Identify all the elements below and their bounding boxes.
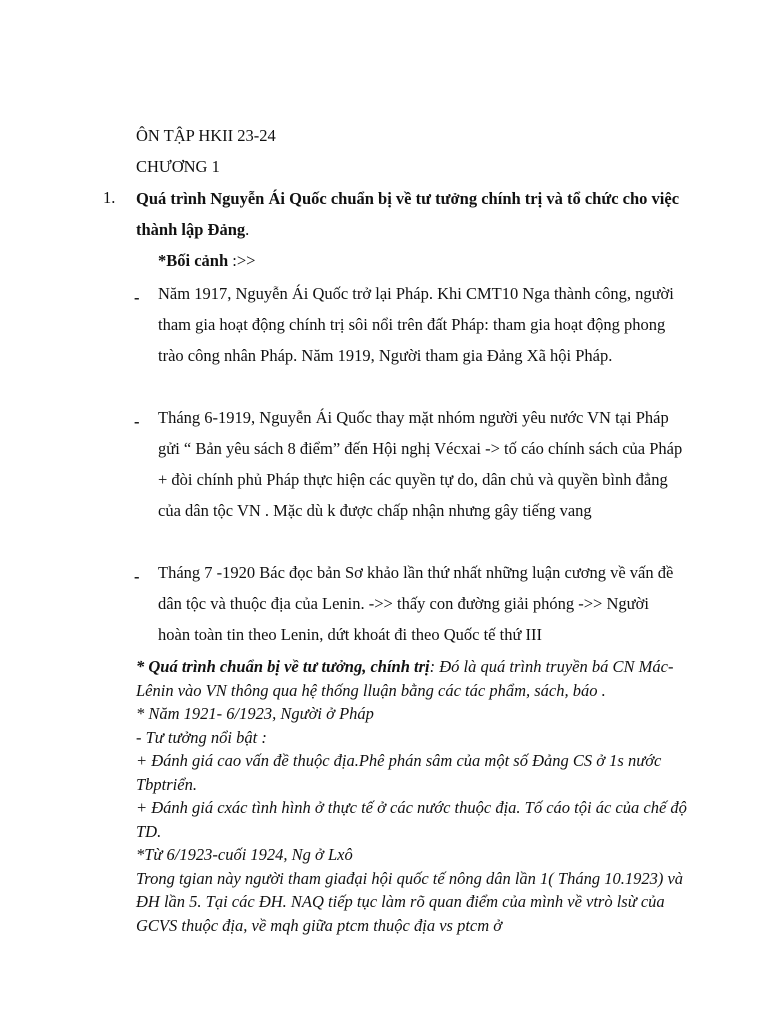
bullet-text: Tháng 7 -1920 Bác đọc bản Sơ khảo lần thứ nhất những luận cương về vấn đề dân tộc và thuộc địa của Lenin. ->> thấy con đường giải phóng ->> Người hoàn toàn tin theo Lenin, dứt khoát đi theo Quốc tế thứ III [158,563,674,644]
context-label-bold: *Bối cảnh [158,251,229,270]
section-title-text: Quá trình Nguyễn Ái Quốc chuẩn bị về tư tưởng chính trị và tổ chức cho việc thành lập Đảng [136,189,680,239]
section-title [136,183,696,245]
notes-ideology-label: * Quá trình chuẩn bị về tư tưởng, chính trị [136,657,430,676]
notes-line: + Đánh giá cao vấn đề thuộc địa.Phê phán sâm của một số Đảng CS ở 1s nước Tbptriển. [136,751,662,794]
context-label [158,251,255,271]
notes-line: *Từ 6/1923-cuối 1924, Ng ở Lxô [136,845,353,864]
context-label-tail: :>> [228,251,256,270]
chapter-heading: CHƯƠNG 1 [136,157,220,176]
notes-line: + Đánh giá cxác tình hình ở thực tế ở các nước thuộc địa. Tố cáo tội ác của chế độ TD. [136,798,687,841]
bullet-marker: - [134,567,140,586]
bullet-marker: - [134,288,140,307]
notes-line: - Tư tưởng nổi bật : [136,727,267,747]
section-title-tail: . [245,220,250,239]
section-number: 1. [103,188,116,207]
bullet-marker: - [134,412,140,431]
notes-ideology-text: : Đó là quá trình truyền bá CN Mác-Lênin vào VN thông qua hệ thống lluận bằng các tác phẩm, sách, báo . [136,657,674,700]
notes-line: Trong tgian này người tham giađại hội quốc tế nông dân lần 1( Tháng 10.1923) và ĐH lần 5. Tại các ĐH. NAQ tiếp tục làm rõ quan điểm của mình về vtrò lsừ của GCVS thuộc địa, về mqh giữa ptcm thuộc địa vs ptcm ở [136,868,684,935]
notes-line: * Năm 1921- 6/1923, Người ở Pháp [136,704,374,723]
notes-block [136,655,696,937]
notes-ideology [136,655,696,702]
review-heading: ÔN TẬP HKII 23-24 [136,126,276,145]
bullet-text: Tháng 6-1919, Nguyễn Ái Quốc thay mặt nhóm người yêu nước VN tại Pháp gửi “ Bản yêu sách 8 điểm” đến Hội nghị Vécxai -> tố cáo chính sách của Pháp + đòi chính phủ Pháp thực hiện các quyền tự do, dân chủ và quyền bình đẳng của dân tộc VN . Mặc dù k được chấp nhận nhưng gây tiếng vang [158,408,683,520]
bullet-text: Năm 1917, Nguyễn Ái Quốc trở lại Pháp. Khi CMT10 Nga thành công, người tham gia hoạt động chính trị sôi nổi trên đất Pháp: tham gia hoạt động phong trào công nhân Pháp. Năm 1919, Người tham gia Đảng Xã hội Pháp. [158,284,674,365]
